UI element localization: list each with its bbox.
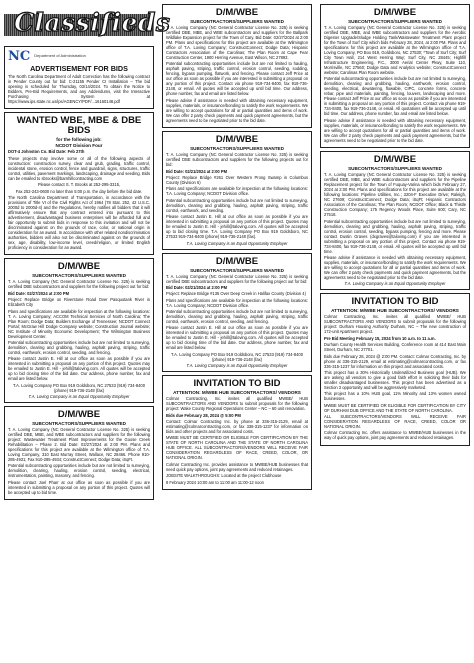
- ad-title: WANTED WBE, MBE & DBE BIDS: [16, 115, 142, 137]
- ad-body: This project has a 10% HUB goal, 11% Minority and 13% women owned businesses.: [324, 391, 466, 402]
- ad-signature: T.A. Loving Company is an Equal Opportunity Employer: [186, 240, 288, 246]
- ad-body: Potential subcontracting opportunities include but are not limited to surveying, demolition, clearing, hauling, erosion control, seeding, electrical, instrumentation, painting, masonry, and fencing.: [8, 463, 150, 479]
- ad-body: Please contact Joel Pharr at our office as soon as possible if you are interested in submitting a proposal on any portion of this project. Quotes will be accepted up to bid time.: [8, 479, 150, 495]
- ad-subtitle: SUBCONTRACTORS/SUPPLIERS WANTED: [190, 267, 284, 273]
- ad-body: Colmar Contracting Inc. provides assistance to MWBE/HUB businesses that need quick pay options, joint pay agreements and reduced retainages.: [166, 461, 308, 472]
- ad-title: D/M/WBE: [215, 7, 259, 18]
- ad-project: Project: Replace Bridge #261 Over Western Prong Swamp in Columbus County (Division 6): [166, 174, 308, 185]
- ad-subtitle: for the following job:: [56, 137, 102, 143]
- ad-body: This project has a 30% Historically Underutilized Business goal (HUB). We are asking all vendors to give a good faith effort in soliciting their bids for smaller disadvantaged businesses. This project has been advertised as a Section 3 opportunity and will be aggressively marketed.: [324, 369, 466, 390]
- ad-invitation-to-bid: [162, 375, 312, 490]
- ad-body: Potential subcontracting opportunities include but are not limited to surveying, demolition, clearing and grubbing, hauling, asphalt paving, striping, traffic control, earthwork, erosion control, seeding, and fencing.: [8, 339, 150, 355]
- ad-title: ADVERTISEMENT FOR BIDS: [30, 64, 128, 73]
- ad-body: Colmar Contracting, Inc. invites all qualified MWBE/ HUB SUBCONTRACTORS AND VENDORS to submit proposals for the following project: Wake County Regional Operations Center – NC – 60 unit renovation.: [166, 396, 308, 412]
- ad-title: D/M/WBE: [57, 409, 101, 421]
- ad-subtitle: SUBCONTRACTORS/SUPPLIERS WANTED: [32, 421, 126, 427]
- ad-bid-date: Bid Date: 02/21/2024 at 2:00 PM: [166, 284, 227, 290]
- ad-walkthrough-dates: 8 February 2024 10:00 am to 11:00 am 11:00-12 noon: [166, 479, 264, 485]
- column-3: [320, 4, 470, 659]
- ad-body: Please contact Justin E. Hill at our office as soon as possible if you are interested in submitting a proposal on any portion of this project. Quotes may be emailed to Justin E. Hill - jehill@taloving.com. All quotes will be accepted up to bid closing time of the bid date. Our address, phone number, fax and email are listed below.: [166, 325, 308, 351]
- ad-subtitle: ATTENTION: M/WBE HUB SUBCONTRACTORS/ VENDORS: [173, 390, 301, 396]
- ad-address: T.A. Loving Company PO Box 919 Goldsboro, NC 27533 (919) 734-8400 (phone) 919-736-2148 (fax): [13, 382, 145, 393]
- ad-bid-date: Bid Date: 02/27/2024 at 2:00 PM: [8, 290, 69, 296]
- ad-body: T. A. Loving Company (NC General Contractor License No. 325) is seeking certified DBE subcontractors and suppliers for the following project out for bid:: [8, 279, 150, 290]
- ad-dmwbe: [162, 253, 312, 373]
- ad-subtitle: SUBCONTRACTORS/SUPPLIERS WANTED: [190, 146, 284, 152]
- ad-title: D/M/WBE: [373, 154, 417, 166]
- ad-body: Please contact Justin E. Hill at our office as soon as possible if you are interested in submitting a proposal on any portion of this project. Quotes may be emailed to Justin E. Hill - jehill@taloving.com. All quotes will be accepted up to bid closing time. T.A. Loving Company PO Box 919 Goldsboro, NC 27533 919-734-8400 (phone) 919-736-2148 (fax).: [166, 214, 308, 240]
- ad-body: Plans and specifications are available for inspection at the following locations: T.A. Loving Company; NCDOT Division office.: [166, 186, 308, 197]
- classifieds-banner: [4, 4, 171, 44]
- ad-body: T. A. Loving Company (NC General Contractor License No. 325) is seeking certified DBE, MBE, and WBE subcontractors and suppliers for the Pipeline Replacement project for the Town of Fuquay-Varina which bids February 27, 2024 at 2:00 PM. Plans and specifications for this project are available at the following locations: Pipeline Utilities, Inc.; 3204-F Executive Drive; Raleigh, NC 27609; ConstructConnect; Dodge Data; iSqFt; Hispanic Contractors Association of the Carolinas; The Plan Room; NCDOT Office; Black & Thistle Construction Company; 175 Regency Woods Place, Suite 600; Cary, NC 27518.: [324, 172, 466, 218]
- ad-dmwbe: [4, 406, 154, 500]
- ad-prebid: Pre Bid Meeting February 15, 2024 from 10 a.m. to 11 a.m.: [324, 335, 436, 341]
- ad-subtitle: NCDOT Division Four: [55, 143, 103, 149]
- ad-title: INVITATION TO BID: [351, 296, 439, 308]
- ad-title: D/M/WBE: [215, 255, 259, 267]
- ad-body: Plans and specifications are available for inspection at the following locations: T.A. Loving Company; NCDOT Division office.: [166, 297, 308, 308]
- ad-body: The North Carolina Department of Transportation, in accordance with the provisions of Title VI of the Civil Rights Act of 1964 (78 Stat. 252, 42 U.S.C. 2000d to 2000d-4) and the Regulations, hereby notifies all bidders that it will affirmatively ensure that any contract entered into pursuant to this advertisement, disadvantaged business enterprises will be afforded full and fair opportunity to submit bids in response to this invitation and will not be discriminated against on the grounds of race, color, or national origin in consideration for an award. In accordance with other related nondiscrimination authorities, bidders will also not be discriminated against on the grounds of sex, age, disability, low-income level, creed/religion, or limited English proficiency in consideration for an award.: [8, 194, 150, 250]
- ad-body: T. A. Loving Company (NC General Contractor License No. 325) is seeking certified DBE, MBE, and WBE subcontractors and suppliers for the Ballpark Wildlake Expansion project for the Town of Cary. Bid Date: 02/27/2024 at 2:00 PM. Plans and specifications for this project are available at the Wilmington office of T.A. Loving Company; ConstructConnect; Dodge Data; Hispanic Contractors Association of the Carolinas; The Plan Room at Cape Fear Construction Center, 1900 Herring Avenue, East Wilson, NC 27893.: [166, 25, 308, 60]
- ad-project: Project: Replace Bridge on Riverstone Road Over Pasquotank River in Elizabeth City: [8, 297, 150, 308]
- ad-advertisement-for-bids: [4, 46, 154, 109]
- ad-dmwbe: [320, 151, 470, 290]
- ad-contact: Please contact S. T. Brooks at 252-295-3315,: [37, 182, 121, 188]
- ad-body: ALL SUBCONTRACTORS/VENDORS WILL RECEIVE FAIR CONSIDERATION REGARDLESS OF RACE, CREED, COLOR OR NATIONAL ORIGIN.: [324, 414, 466, 430]
- ad-body: Potential subcontracting opportunities include but are not limited to surveying, demolition, clearing and grubbing, hauling, earthwork, erosion control, seeding, electrical, dewatering, flowable, CIPC, concrete forms, concrete rebar, pipe and materials, painting, fencing, louvers, landscaping and more. Please contact Jeff Price at our office as soon as possible if you are interested in submitting a proposal on any portion of this project. Contact via phone 919-734-8400, fax 919-736-2148, or email. All quotations will be accepted up until bid time. Our address, phone number, fax and email are listed below.: [324, 76, 466, 117]
- ad-subtitle: ATTENTION: M/WBE HUB SUBCONTRACTORS/ VENDORS: [331, 308, 459, 314]
- ad-body: Please advise if assistance is needed with obtaining necessary equipment, supplies, materials, or insurance/bonding to satisfy the work requirements. We are willing to accept quotations for all or partial quantities and items of work. We can offer 2 party check payments and quick payment agreements, but the agreements need to be negotiated prior to the bid date.: [324, 117, 466, 143]
- ad-signature: T.A. Loving Company is an Equal Opportunity Employer: [28, 394, 130, 400]
- ad-body: T. A. Loving Company (NC General Contractor License No. 325) is seeking certified DBE, MBE, and WBE subcontractors and suppliers for the following project: Wastewater Treatment Plant Improvements for the Goose Creek Rehabilitation – Phase 2. Bid Date: 02/27/2024 at 2:00 PM. Plans and specifications for this project are available at the Wilmington office of T.A. Loving Company, 310 East Murray Street, Wallace, NC 28466. Phone 910-285-4931; Fax 910-285-4934; ConstructConnect; Dodge Data; iSqFt.: [8, 427, 150, 463]
- ad-title: INVITATION TO BID: [193, 378, 281, 390]
- ad-body: Potential subcontracting opportunities include but are not limited to surveying, demolition, clearing and grubbing, hauling, asphalt paving, striping, traffic control, earthwork, and seeding.: [166, 197, 308, 213]
- nc-logo-mark: NC: [8, 49, 31, 64]
- column-2: [162, 4, 312, 659]
- ad-body: T. A. Loving Company (NC General Contractor License No. 325) is seeking certified DBE, MBE, and WBE subcontractors and suppliers for the Aerobic Digester Upgrade/Sludge Holding Tank/Wastewater Treatment Plant project for the Town of Surf City which bids February 28, 2024, at 2:00 PM. Plans and specifications for this project are available at the Wilmington office of T.A. Loving Company, PO Box 919, Goldsboro, NC 27530; *Town of Surf City; Surf City Town Hall, 214 West Herring Way; Surf City, NC 28445; Highfill Infrastructure Engineering, P.C., 3000 Aerial Center Pkwy, Suite 110, Morrisville, NC 27560; Dodge Data and Analytics website; ConstructConnect website; Carolinas Plan Room website.: [324, 25, 466, 75]
- ad-body: These projects may involve some or all of the following aspects of construction: construction survey, clear and grub, grading, traffic control, incidental stone, erosion control, fence and guardrail, signs, structures, traffic control, utilities, pavement markings, landscaping, drainage and seeding. Bids can be emailed to sbrooks@barnhillcontracting.com: [8, 155, 150, 181]
- ad-subtitle: SUBCONTRACTORS/SUPPLIERS WANTED: [190, 19, 284, 24]
- ad-body: MWBE MUST BE CERTIFIED OR ELIGIBLE FOR CERTIFICATION BY CITY OF DURHAM DUB OFFICE AND THE STATE OF NORTH CAROLINA.: [324, 402, 466, 413]
- ad-body: Potential subcontracting opportunities include but are not limited to hauling, asphalt paving, striping, traffic control, erosion control, seeding, sodding, fencing, bypass pumping, flatwork, and fencing. Please contact Jeff Price at our office as soon as possible if you are interested in submitting a proposal on any portion of this project. Contact via phone 919-734-8400, fax 919-736-2148, or email. All quotes will be accepted up until bid time. Our address, phone number, fax and email are listed below.: [166, 61, 308, 97]
- ad-title: D/M/WBE: [215, 134, 259, 146]
- ad-signature: T.A. Loving Company is an Equal Opportunity Employer: [344, 281, 446, 287]
- ad-address: T.A. Loving Company PO Box 919 Goldsboro, NC 27533 (919) 734-8400 (phone) 919-736-2148 (fax): [171, 351, 303, 362]
- ad-bid-date: Bid Date: 02/21/2024 at 2:00 PM: [166, 168, 227, 174]
- ad-subtitle: SUBCONTRACTORS/SUPPLIERS WANTED: [32, 273, 126, 279]
- ad-dmwbe: [320, 4, 470, 148]
- classifieds-page: [4, 4, 470, 659]
- ad-body: Potential subcontracting opportunities include but are not limited to surveying, demolition, clearing and grubbing, hauling, asphalt paving, striping, traffic control, earthwork, erosion control, seeding, and fencing.: [166, 309, 308, 325]
- column-1: [4, 4, 171, 659]
- ad-body: Please advise if assistance is needed with obtaining necessary equipment, supplies, materials, or insurance/bonding to satisfy the work requirements. We are willing to accept quotations for all or partial quantities and items of work. We can offer 2 party check payments and quick payment agreements, but the agreements need to be negotiated prior to the bid date.: [166, 97, 308, 123]
- ad-body: Plans and specifications are available for inspection at the following locations: T. A. Loving Company; ACCOM Technical Services of North Carolina; The Plan Room; Dodge Data; Builders Exchange of Tennessee; NCDOT Connect Portal; McGraw Hill Dodge Company website; Construction Journal website; NC Institute of Minority Economic Development; The Wilmington Business Development Center.: [8, 308, 150, 339]
- ad-body: T. A. Loving Company (NC General Contractor License No. 325) is seeking certified DBE subcontractors and suppliers for the following projects out for bid:: [166, 152, 308, 168]
- ad-bid-date: Bids due February 28, 2024 @ 5:00 PM: [166, 412, 241, 418]
- ad-title: D/M/WBE: [373, 7, 417, 18]
- ad-body: Please advise if assistance is needed with obtaining necessary equipment, supplies, materials, or insurance/bonding to satisfy the work requirements. We are willing to accept quotations for all or partial quantities and items of work. We can offer 2 party check payments and quick payment agreements, but the agreements need to be negotiated prior to the bid date.: [324, 254, 466, 280]
- ad-body: MWBE MUST BE CERTIFIED OR ELIGIBLE FOR CERTIFICATION BY THE STATE OF NORTH CAROLINA AND THE STATE OF NORTH CAROLINA HUB OFFICE. ALL SUBCONTRACTORS/VENDORS WILL RECEIVE FAIR CONSIDERATION REGARDLESS OF RACE, CREED, COLOR, OR NATIONAL ORIGIN.: [166, 435, 308, 461]
- ad-body: Potential subcontracting opportunities include but are not limited to surveying, demolition, clearing and grubbing, hauling, asphalt paving, striping, traffic control, erosion control, seeding, bypass pumping, fencing and more. Please contact Dustin Graves (dxgraves@taloving.com) if you are interested in submitting a proposal on any portion of this project. Contact via phone 919-734-8400, fax 919-736-2148, or email. All quotes will be accepted up until bid time.: [324, 218, 466, 254]
- ad-invitation-to-bid: [320, 293, 470, 446]
- ad-body: Bids due February 28, 2024 @ 2:00 PM. Contact: Colmar Contracting, Inc. by phone at 336-315-2129, email at estimating@colmarcontracting.com, or fax 336-315-1237 for information on this project and associated costs.: [324, 353, 466, 369]
- ad-body: Durham County Health Services Building, Conference room at 414 East Main Street, Durham, NC 27701.: [324, 342, 466, 353]
- ad-subtitle: SUBCONTRACTORS/SUPPLIERS WANTED: [348, 19, 442, 24]
- banner-title: Classifieds: [14, 8, 171, 37]
- ad-job-line: DOT-4 Johnston Co. Bid Date: Feb 27th: [8, 149, 85, 155]
- ad-title: D/M/WBE: [57, 261, 101, 273]
- nc-logo-subtitle: Department of Administration: [34, 53, 86, 59]
- ad-project: Project: Replace Bridge #135 Over Deep Creek in Halifax County (Division 4): [166, 291, 306, 297]
- ad-dmwbe: [162, 131, 312, 249]
- ad-body: Contact: Colmar Contracting Inc. by phone at 336-315-2129, email at estimating@colmarcontracting.com, or fax 336-315-1237 for information on bids and other projects and for associated costs.: [166, 419, 308, 435]
- ad-dmwbe: [162, 4, 312, 128]
- ad-dmwbe: [4, 258, 154, 403]
- ad-body: T. A. Loving Company (NC General Contractor License No. 325) is seeking certified DBE subcontractors and suppliers for the following project out for bid:: [166, 273, 308, 284]
- ad-subtitle: SUBCONTRACTORS/SUPPLIERS WANTED: [348, 166, 442, 172]
- ad-fax: Fax 252-243-0600 no later than 5:00 p.m. the day before the bid date.: [15, 188, 143, 194]
- ad-body: JOBSITE WALKTHROUGHS: Located at the project Clubhouse: [166, 473, 282, 479]
- ad-body: The North Carolina Department of Adult Correction has the following contract in Pender County out for bid: C-21155 Pender CI Installation – The bid opening is scheduled for Thursday, 03/14/2024. To obtain the Notice to Bidders, Pre-Bid Requirements, and any Addendums, visit the Interactive Purchasing System at https://www.ips.state.nc.us/ips/AGENCY/PDF/...16160148.pdf: [8, 74, 150, 104]
- ad-body: Colmar Contracting, Inc. invites all qualified MWBE/ HUB SUBCONTRACTORS AND VENDORS to submit proposals for the following project: Durham Housing Authority Durham, NC – The new construction of 172-unit Apartment project.: [324, 314, 466, 335]
- ad-signature: T.A. Loving Company is an Equal Opportunity Employer: [186, 363, 288, 369]
- nc-logo: [8, 49, 150, 64]
- ad-body: Colmar Contracting Inc. offers assistance to MWBE/HUB businesses in the way of quick pay options, joint pay agreements and reduced retainages.: [324, 430, 466, 441]
- ad-wanted-bids: [4, 112, 154, 255]
- ad-body: Please contact Justin E. Hill at our office as soon as possible if you are interested in submitting a proposal on any portion of this project. Quotes may be emailed to Justin E. Hill - jehill@taloving.com. All quotes will be accepted up to bid closing time of the bid date. Our address, phone number, fax and email are listed below.: [8, 356, 150, 382]
